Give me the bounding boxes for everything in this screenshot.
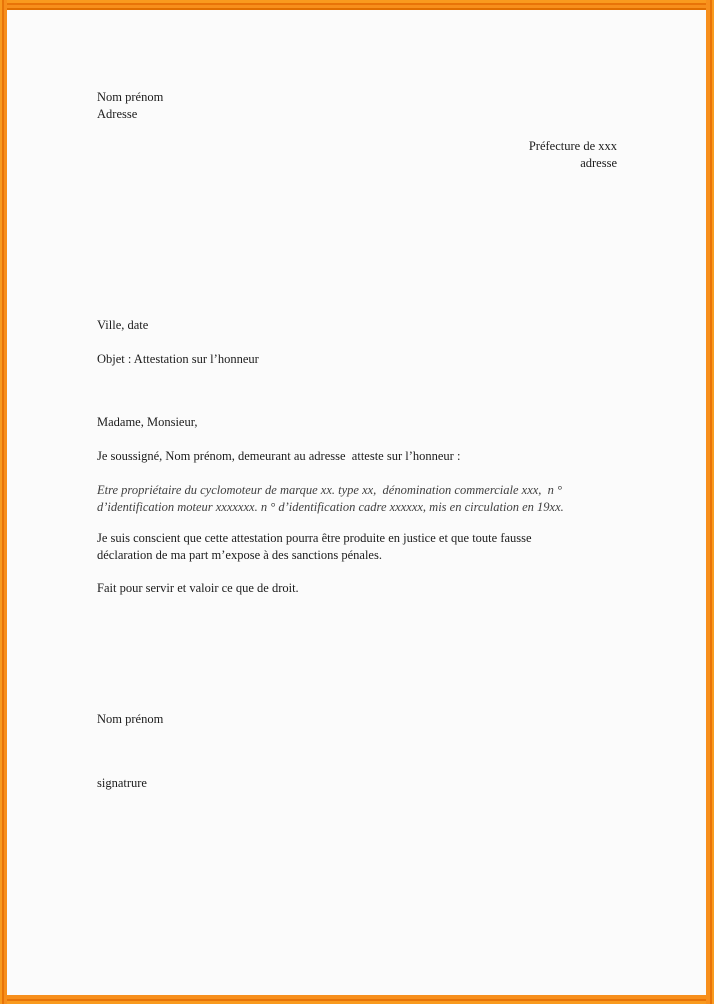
- closing-line: Fait pour servir et valoir ce que de droit.: [97, 581, 299, 595]
- intro-line: Je soussigné, Nom prénom, demeurant au adresse atteste sur l’honneur :: [97, 449, 461, 463]
- warning-paragraph: [97, 530, 532, 563]
- recipient-address: adresse: [580, 155, 617, 170]
- sender-address: Adresse: [97, 106, 138, 121]
- sender-block: [97, 89, 163, 122]
- signatory-name: Nom prénom: [97, 712, 164, 726]
- recipient-block: [529, 138, 617, 171]
- sender-name: Nom prénom: [97, 90, 164, 104]
- page-border-top: [0, 0, 714, 10]
- signature-label: signatrure: [97, 776, 147, 790]
- recipient-name: Préfecture de xxx: [528, 139, 617, 153]
- oath-line-2: d’identification moteur xxxxxxx. n ° d’identification cadre xxxxxx, mis en circulation en 19xx.: [97, 499, 564, 514]
- warning-line-2: déclaration de ma part m’expose à des sanctions pénales.: [97, 547, 382, 562]
- subject-line: Objet : Attestation sur l’honneur: [97, 352, 259, 366]
- oath-line-1: Etre propriétaire du cyclomoteur de marque xx. type xx, dénomination commerciale xxx, n °: [97, 483, 563, 497]
- page-border-left: [0, 0, 7, 1004]
- warning-line-1: Je suis conscient que cette attestation pourra être produite en justice et que toute fausse: [97, 531, 532, 545]
- city-date-line: Ville, date: [97, 318, 149, 332]
- page-border-bottom: [0, 995, 714, 1004]
- salutation-line: Madame, Monsieur,: [97, 415, 198, 429]
- oath-paragraph: [97, 482, 564, 515]
- letter-page: [7, 10, 706, 995]
- page-border-right: [706, 0, 714, 1004]
